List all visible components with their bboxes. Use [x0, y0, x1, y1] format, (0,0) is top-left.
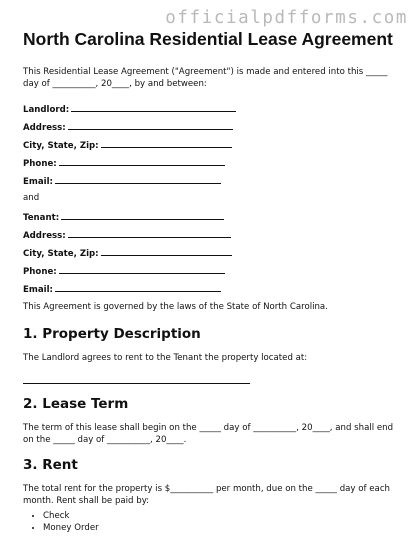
- section-heading-lease-term: 2. Lease Term: [23, 396, 129, 412]
- blank-line[interactable]: [71, 102, 236, 112]
- landlord-phone-field[interactable]: [23, 156, 398, 174]
- landlord-city-field[interactable]: [23, 138, 398, 156]
- section-heading-rent: 3. Rent: [23, 457, 78, 473]
- tenant-address-field[interactable]: [23, 228, 398, 246]
- landlord-fields: [23, 102, 398, 192]
- payment-option-money-order: • Money Order: [43, 523, 398, 535]
- tenant-fields: [23, 210, 398, 300]
- blank-line[interactable]: [59, 156, 225, 166]
- payment-option-check: • Check: [43, 511, 398, 523]
- landlord-email-field[interactable]: [23, 174, 398, 192]
- field-label: Phone:: [23, 267, 57, 277]
- tenant-city-field[interactable]: [23, 246, 398, 264]
- document-page: [23, 29, 398, 534]
- field-label: City, State, Zip:: [23, 141, 99, 151]
- watermark: officialpdfforms.com: [165, 8, 408, 28]
- and-separator: and: [23, 193, 40, 203]
- field-label: Landlord:: [23, 105, 70, 115]
- tenant-phone-field[interactable]: [23, 264, 398, 282]
- governing-law-text: This Agreement is governed by the laws of the State of North Carolina.: [23, 302, 328, 312]
- field-label: Tenant:: [23, 213, 60, 223]
- blank-line[interactable]: [55, 174, 221, 184]
- blank-line[interactable]: [61, 210, 224, 220]
- landlord-address-field[interactable]: [23, 120, 398, 138]
- blank-line[interactable]: [55, 282, 221, 292]
- rent-text: The total rent for the property is $__________ per month, due on the _____ day of each month. Rent shall be paid by:: [23, 484, 390, 506]
- tenant-name-field[interactable]: [23, 210, 398, 228]
- field-label: Phone:: [23, 159, 57, 169]
- blank-line[interactable]: [68, 228, 231, 238]
- blank-line[interactable]: [68, 120, 233, 130]
- property-address-line[interactable]: [23, 383, 250, 384]
- property-description-text: The Landlord agrees to rent to the Tenant the property located at:: [23, 353, 308, 363]
- field-label: Address:: [23, 123, 66, 133]
- intro-paragraph: This Residential Lease Agreement ("Agreement") is made and entered into this _____ day of __________, 20____, by and between:: [23, 67, 388, 89]
- payment-method-list: [23, 511, 398, 534]
- field-label: Email:: [23, 285, 53, 295]
- section-heading-property: 1. Property Description: [23, 326, 201, 342]
- field-label: City, State, Zip:: [23, 249, 99, 259]
- blank-line[interactable]: [101, 246, 232, 256]
- blank-line[interactable]: [101, 138, 232, 148]
- tenant-email-field[interactable]: [23, 282, 398, 300]
- lease-term-text: The term of this lease shall begin on the _____ day of __________, 20____, and shall end on the _____ day of __________, 20____.: [23, 423, 394, 445]
- blank-line[interactable]: [59, 264, 225, 274]
- document-title: North Carolina Residential Lease Agreement: [23, 29, 393, 49]
- field-label: Email:: [23, 177, 53, 187]
- field-label: Address:: [23, 231, 66, 241]
- landlord-name-field[interactable]: [23, 102, 398, 120]
